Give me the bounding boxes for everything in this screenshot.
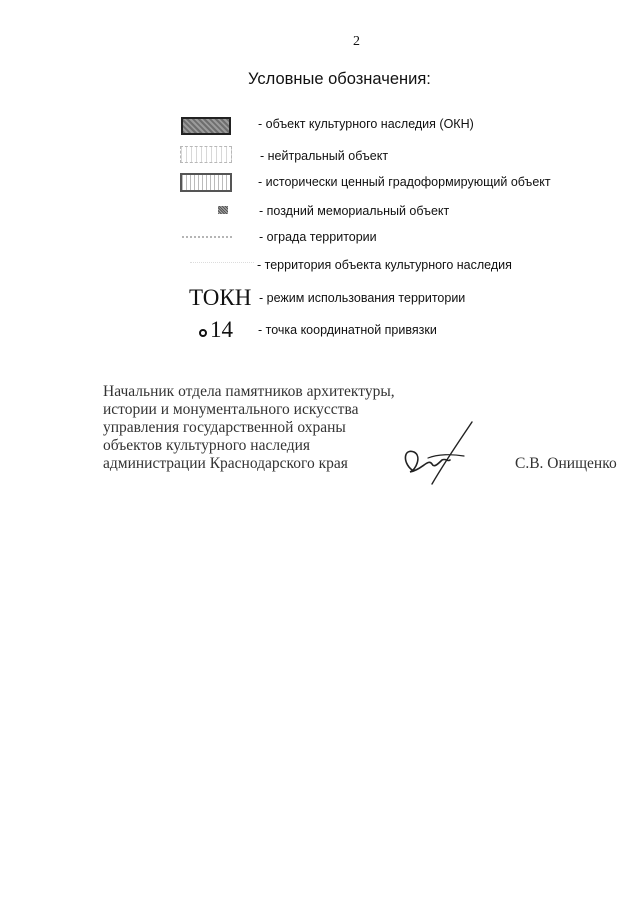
signatory-line: истории и монументального искусства	[103, 401, 359, 418]
legend-label-point: - точка координатной привязки	[258, 323, 437, 337]
signatory-line: управления государственной охраны	[103, 419, 346, 436]
signatory-position	[103, 383, 395, 473]
legend-label-neutral: - нейтральный объект	[260, 149, 389, 163]
signatory-line: Начальник отдела памятников архитектуры,	[103, 383, 395, 400]
historic-object-symbol-icon	[180, 173, 232, 192]
legend-label-okn: - объект культурного наследия (ОКН)	[258, 117, 474, 131]
legend-label-territory: - территория объекта культурного наследия	[257, 258, 512, 272]
okn-symbol-icon	[181, 117, 231, 135]
legend-label-memorial: - поздний мемориальный объект	[259, 204, 450, 218]
coordinate-point-number: 14	[210, 317, 233, 342]
legend-label-mode: - режим использования территории	[259, 291, 466, 305]
coordinate-point-icon	[199, 329, 207, 337]
page-number: 2	[353, 34, 360, 49]
signatory-line: администрации Краснодарского края	[103, 455, 348, 472]
territory-line-symbol-icon	[190, 262, 254, 263]
legend-label-fence: - ограда территории	[259, 230, 377, 244]
signatory-line: объектов культурного наследия	[103, 437, 311, 454]
signatory-name: С.В. Онищенко	[515, 455, 617, 472]
fence-line-symbol-icon	[182, 236, 232, 238]
handwritten-signature-icon	[398, 418, 478, 490]
legend-title: Условные обозначения:	[248, 70, 431, 88]
legend-label-historic: - исторически ценный градоформирующий объект	[258, 175, 551, 189]
neutral-object-symbol-icon	[180, 146, 232, 163]
territory-mode-code: ТОКН	[189, 285, 252, 310]
memorial-object-symbol-icon	[218, 206, 228, 214]
